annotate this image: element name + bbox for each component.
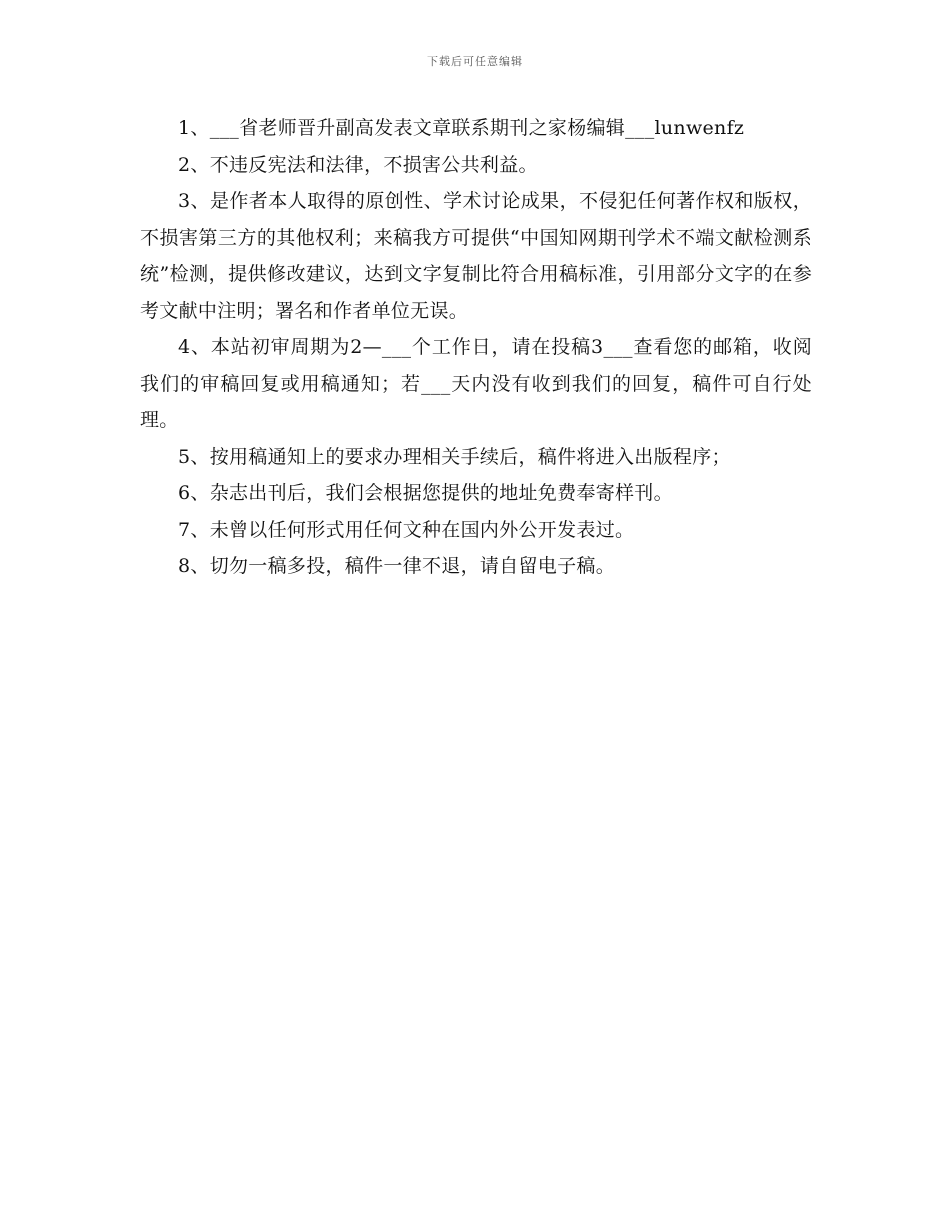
paragraph-4: 4、本站初审周期为2—___个工作日，请在投稿3___查看您的邮箱，收阅我们的审稿回复或用稿通知；若___天内没有收到我们的回复，稿件可自行处理。 [140, 336, 812, 431]
paragraph-1: 1、___省老师晋升副高发表文章联系期刊之家杨编辑___lunwenfz [178, 117, 745, 139]
page-header: 下载后可任意编辑 [427, 55, 523, 68]
paragraph-5: 5、按用稿通知上的要求办理相关手续后，稿件将进入出版程序； [178, 445, 731, 468]
paragraph-2: 2、不违反宪法和法律，不损害公共利益。 [178, 153, 538, 176]
paragraph-7: 7、未曾以任何形式用任何文种在国内外公开发表过。 [178, 518, 635, 541]
paragraph-3: 3、是作者本人取得的原创性、学术讨论成果，不侵犯任何著作权和版权，不损害第三方的其他权利；来稿我方可提供“中国知网期刊学术不端文献检测系统”检测，提供修改建议，达到文字复制比符合用稿标准，引用部分文字的在参考文献中注明；署名和作者单位无误。 [140, 190, 812, 322]
document-body [140, 110, 812, 585]
paragraph-6: 6、杂志出刊后，我们会根据您提供的地址免费奉寄样刊。 [178, 482, 673, 504]
paragraph-8: 8、切勿一稿多投，稿件一律不退，请自留电子稿。 [178, 555, 615, 577]
